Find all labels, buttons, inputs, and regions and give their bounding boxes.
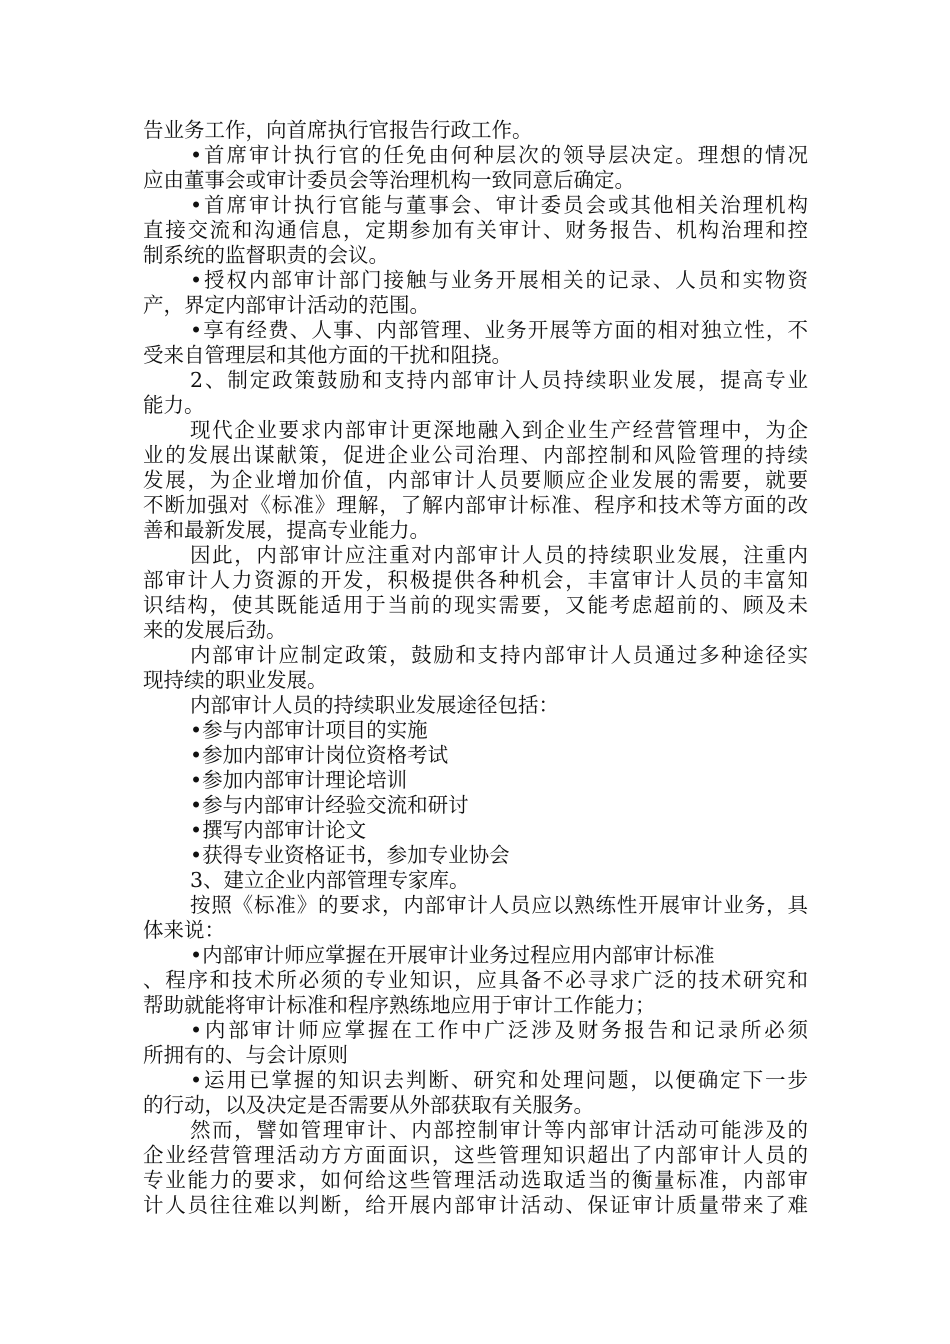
text-line: •参与内部审计经验交流和研讨 [190,793,469,817]
text-line: 计人员往往难以判断，给开展内部审计活动、保证审计质量带来了难 [143,1193,808,1217]
text-line: 的行动，以及决定是否需要从外部获取有关服务。 [143,1093,594,1117]
text-line: 现持续的职业发展。 [143,668,328,692]
text-line: •内部审计师应掌握在工作中广泛涉及财务报告和记录所必须 [190,1018,808,1042]
text-line: 发展，为企业增加价值，内部审计人员要顺应企业发展的需要，就要 [143,468,808,492]
text-line: 能力。 [143,393,205,417]
text-line: 按照《标准》的要求，内部审计人员应以熟练性开展审计业务，具 [190,893,808,917]
text-line: •内部审计师应掌握在开展审计业务过程应用内部审计标准 [190,943,715,967]
document-body [143,118,808,1218]
text-line: •参加内部审计理论培训 [190,768,408,792]
text-line: •获得专业资格证书，参加专业协会 [190,843,510,867]
text-line: 不断加强对《标准》理解，了解内部审计标准、程序和技术等方面的改 [143,493,808,517]
text-line: 部审计人力资源的开发，积极提供各种机会，丰富审计人员的丰富知 [143,568,808,592]
text-line: 应由董事会或审计委员会等治理机构一致同意后确定。 [143,168,635,192]
text-line: •享有经费、人事、内部管理、业务开展等方面的相对独立性，不 [190,318,808,342]
text-line: 业的发展出谋献策，促进企业公司治理、内部控制和风险管理的持续 [143,443,808,467]
text-line: 制系统的监督职责的会议。 [143,243,389,267]
text-line: 识结构，使其既能适用于当前的现实需要，又能考虑超前的、顾及未 [143,593,808,617]
text-line: 善和最新发展，提高专业能力。 [143,518,430,542]
text-line: •参加内部审计岗位资格考试 [190,743,449,767]
text-line: 内部审计应制定政策，鼓励和支持内部审计人员通过多种途径实 [190,643,808,667]
text-line: •首席审计执行官的任免由何种层次的领导层决定。理想的情况 [190,143,808,167]
text-line: 体来说： [143,918,225,942]
text-line: •授权内部审计部门接触与业务开展相关的记录、人员和实物资 [190,268,808,292]
text-line: 帮助就能将审计标准和程序熟练地应用于审计工作能力； [143,993,656,1017]
text-line: 内部审计人员的持续职业发展途径包括： [190,693,559,717]
text-line: 产，界定内部审计活动的范围。 [143,293,430,317]
text-line: 受来自管理层和其他方面的干扰和阻挠。 [143,343,512,367]
text-line: 现代企业要求内部审计更深地融入到企业生产经营管理中，为企 [190,418,808,442]
text-line: 因此，内部审计应注重对内部审计人员的持续职业发展，注重内 [190,543,808,567]
text-line: 来的发展后劲。 [143,618,287,642]
text-line: •首席审计执行官能与董事会、审计委员会或其他相关治理机构 [190,193,808,217]
text-line: 然而，譬如管理审计、内部控制审计等内部审计活动可能涉及的 [190,1118,808,1142]
text-line: •运用已掌握的知识去判断、研究和处理问题，以便确定下一步 [190,1068,808,1092]
text-line: 企业经营管理活动方方面面识，这些管理知识超出了内部审计人员的 [143,1143,808,1167]
text-line: 3、建立企业内部管理专家库。 [190,868,470,892]
text-line: •撰写内部审计论文 [190,818,367,842]
text-line: 2、制定政策鼓励和支持内部审计人员持续职业发展，提高专业 [190,368,808,392]
text-line: 专业能力的要求，如何给这些管理活动选取适当的衡量标准，内部审 [143,1168,808,1192]
text-line: 所拥有的、与会计原则 [143,1043,348,1067]
text-line: 、程序和技术所必须的专业知识，应具备不必寻求广泛的技术研究和 [143,968,808,992]
text-line: 直接交流和沟通信息，定期参加有关审计、财务报告、机构治理和控 [143,218,808,242]
text-line: •参与内部审计项目的实施 [190,718,428,742]
text-line: 告业务工作，向首席执行官报告行政工作。 [143,118,533,142]
